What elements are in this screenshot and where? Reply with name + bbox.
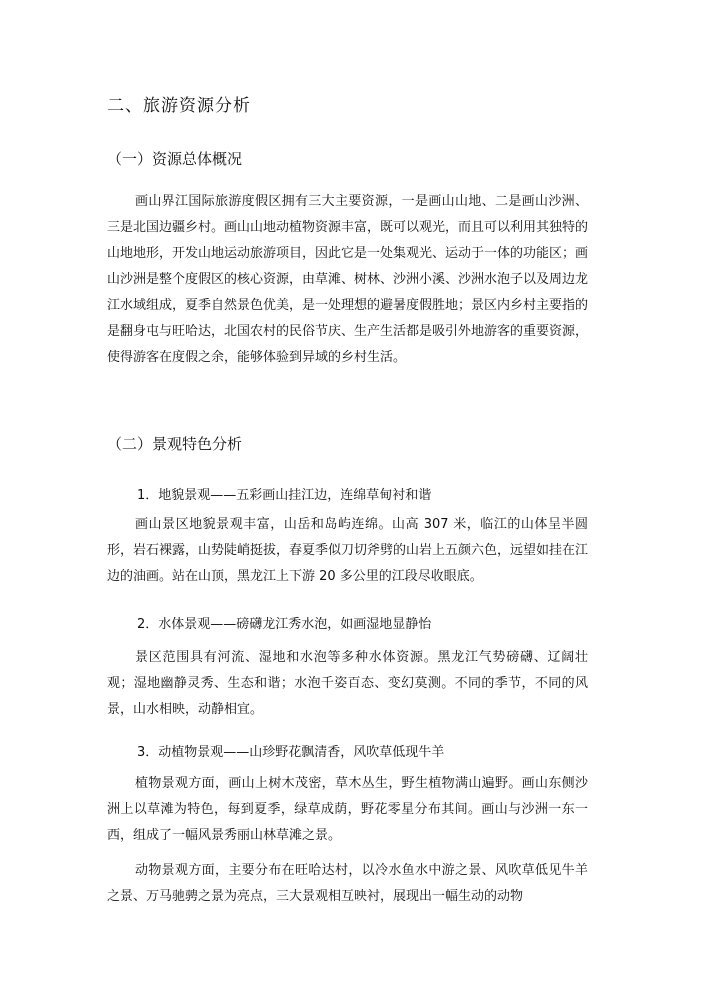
landform-heading: 1．地貌景观——五彩画山挂江边，连绵草甸衬和谐 bbox=[137, 488, 432, 503]
flora-paragraph: 植物景观方面，画山上树木茂密，草木丛生，野生植物满山遍野。画山东侧沙洲上以草滩为特色，每到夏季，绿草成荫，野花零星分布其间。画山与沙洲一东一西，组成了一幅风景秀丽山林草滩之景。 bbox=[107, 776, 588, 843]
section-title: 二、旅游资源分析 bbox=[107, 96, 251, 116]
water-heading: 2．水体景观——磅礴龙江秀水泡，如画湿地显静怡 bbox=[137, 617, 432, 632]
fauna-paragraph: 动物景观方面，主要分布在旺哈达村，以冷水鱼水中游之景、风吹草低见牛羊之景、万马驰骋之景为亮点，三大景观相互映衬，展现出一幅生动的动物 bbox=[107, 863, 588, 904]
subsection-title-overview: （一）资源总体概况 bbox=[107, 150, 243, 168]
landform-paragraph: 画山景区地貌景观丰富，山岳和岛屿连绵。山高 307 米，临江的山体呈半圆形，岩石裸露，山势陡峭挺拔，春夏季似刀切斧劈的山岩上五颜六色，远望如挂在江边的油画。站在山顶，黑龙江上下游 20 多公里的江段尽收眼底。 bbox=[107, 517, 589, 584]
overview-paragraph: 画山界江国际旅游度假区拥有三大主要资源，一是画山山地、二是画山沙洲、三是北国边疆乡村。画山山地动植物资源丰富，既可以观光，而且可以利用其独特的山地地形，开发山地运动旅游项目，因此它是一处集观光、运动于一体的功能区；画山沙洲是整个度假区的核心资源，由草滩、树林、沙洲小溪、沙洲水泡子以及周边龙江水域组成，夏季自然景色优美，是一处理想的避暑度假胜地；景区内乡村主要指的是翻身屯与旺哈达，北国农村的民俗节庆、生产生活都是吸引外地游客的重要资源，使得游客在度假之余，能够体验到异域的乡村生活。 bbox=[107, 194, 589, 365]
flora-fauna-heading: 3．动植物景观——山珍野花飘清香，风吹草低现牛羊 bbox=[137, 745, 445, 760]
water-paragraph: 景区范围具有河流、湿地和水泡等多种水体资源。黑龙江气势磅礴、辽阔壮观；湿地幽静灵秀、生态和谐；水泡千姿百态、变幻莫测。不同的季节，不同的风景，山水相映，动静相宜。 bbox=[107, 650, 588, 717]
subsection-title-landscape: （二）景观特色分析 bbox=[107, 435, 243, 453]
